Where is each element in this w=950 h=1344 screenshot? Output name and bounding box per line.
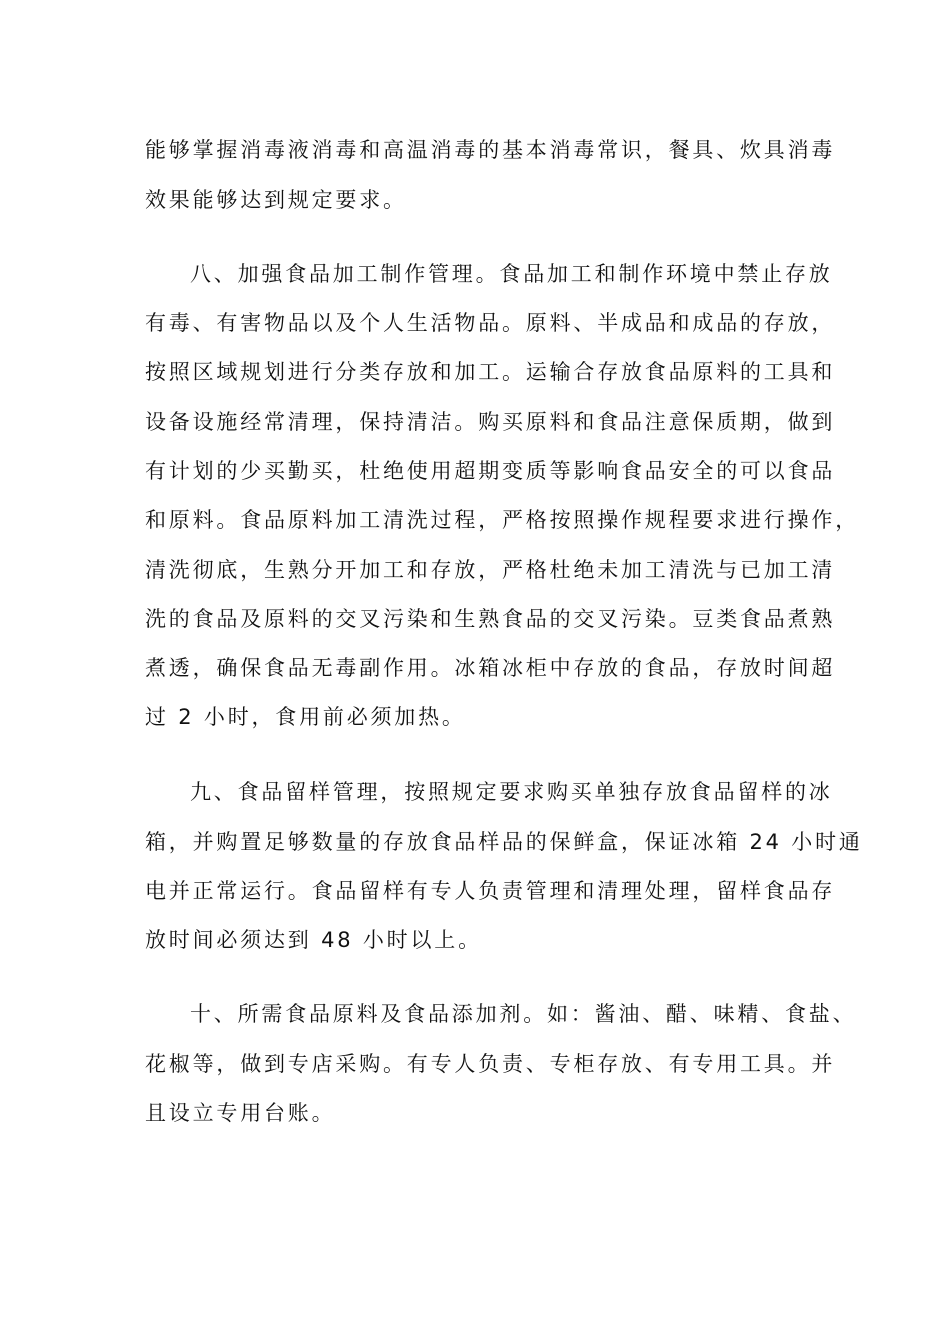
text-line: 能够掌握消毒液消毒和高温消毒的基本消毒常识，餐具、炊具消毒 xyxy=(145,138,836,162)
text-line: 清洗彻底，生熟分开加工和存放，严格杜绝未加工清洗与已加工清 xyxy=(145,558,836,582)
text-line: 过 2 小时，食用前必须加热。 xyxy=(145,705,466,729)
text-line: 和原料。食品原料加工清洗过程，严格按照操作规程要求进行操作， xyxy=(145,508,859,532)
text-line: 煮透，确保食品无毒副作用。冰箱冰柜中存放的食品，存放时间超 xyxy=(145,656,836,680)
paragraph-first-line: 十、所需食品原料及食品添加剂。如：酱油、醋、味精、食盐、 xyxy=(190,1002,857,1026)
paragraph-first-line: 九、食品留样管理，按照规定要求购买单独存放食品留样的冰 xyxy=(190,780,833,804)
text-line: 洗的食品及原料的交叉污染和生熟食品的交叉污染。豆类食品煮熟 xyxy=(145,607,836,631)
text-line: 且设立专用台账。 xyxy=(145,1101,336,1125)
text-line: 效果能够达到规定要求。 xyxy=(145,188,407,212)
text-line: 按照区域规划进行分类存放和加工。运输合存放食品原料的工具和 xyxy=(145,360,836,384)
text-line: 花椒等，做到专店采购。有专人负责、专柜存放、有专用工具。并 xyxy=(145,1052,836,1076)
text-line: 设备设施经常清理，保持清洁。购买原料和食品注意保质期，做到 xyxy=(145,410,836,434)
text-line: 电并正常运行。食品留样有专人负责管理和清理处理，留样食品存 xyxy=(145,879,836,903)
text-line: 有毒、有害物品以及个人生活物品。原料、半成品和成品的存放， xyxy=(145,311,836,335)
text-line: 放时间必须达到 48 小时以上。 xyxy=(145,928,482,952)
text-line: 有计划的少买勤买，杜绝使用超期变质等影响食品安全的可以食品 xyxy=(145,459,836,483)
paragraph-first-line: 八、加强食品加工制作管理。食品加工和制作环境中禁止存放 xyxy=(190,262,833,286)
text-line: 箱，并购置足够数量的存放食品样品的保鲜盒，保证冰箱 24 小时通 xyxy=(145,830,863,854)
